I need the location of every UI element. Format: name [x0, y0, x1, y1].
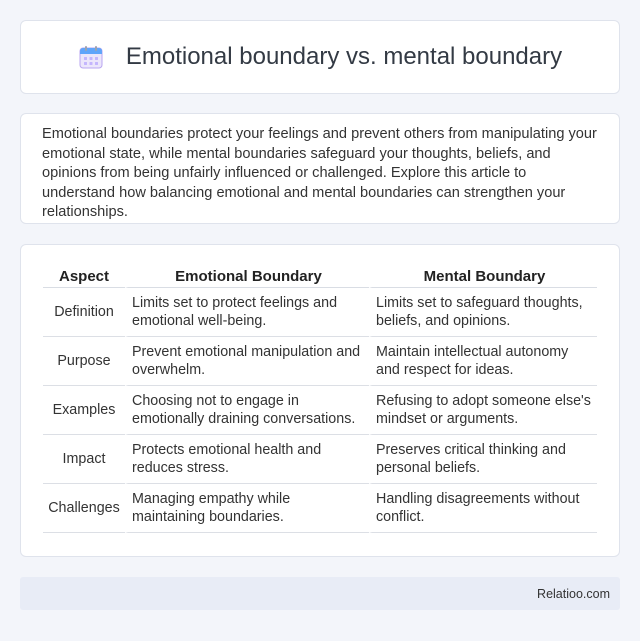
emotional-cell: Choosing not to engage in emotionally draining conversations. [125, 386, 369, 435]
aspect-cell: Challenges [43, 484, 125, 533]
mental-cell: Preserves critical thinking and personal beliefs. [369, 435, 597, 484]
aspect-cell: Examples [43, 386, 125, 435]
intro-card [20, 113, 620, 224]
table-row [43, 288, 597, 337]
aspect-cell: Impact [43, 435, 125, 484]
comparison-table [43, 265, 597, 533]
mental-cell: Maintain intellectual autonomy and respect for ideas. [369, 337, 597, 386]
mental-cell: Handling disagreements without conflict. [369, 484, 597, 533]
footer-brand-link[interactable]: Relatioo.com [537, 586, 610, 601]
footer-bar [20, 577, 620, 610]
column-header-aspect: Aspect [43, 265, 125, 288]
title-card [20, 20, 620, 94]
calendar-icon [78, 44, 104, 70]
emotional-cell: Limits set to protect feelings and emotional well-being. [125, 288, 369, 337]
table-row [43, 386, 597, 435]
comparison-table-card [20, 244, 620, 557]
mental-cell: Refusing to adopt someone else's mindset or arguments. [369, 386, 597, 435]
emotional-cell: Managing empathy while maintaining boundaries. [125, 484, 369, 533]
emotional-cell: Protects emotional health and reduces stress. [125, 435, 369, 484]
mental-cell: Limits set to safeguard thoughts, beliefs, and opinions. [369, 288, 597, 337]
emotional-cell: Prevent emotional manipulation and overwhelm. [125, 337, 369, 386]
table-row [43, 435, 597, 484]
intro-paragraph: Emotional boundaries protect your feelings and prevent others from manipulating your emotional state, while mental boundaries safeguard your thoughts, beliefs, and opinions from being unfairly influenced or challenged. Explore this article to understand how balancing emotional and mental boundaries can strengthen your relationships. [42, 126, 597, 220]
aspect-cell: Purpose [43, 337, 125, 386]
aspect-cell: Definition [43, 288, 125, 337]
table-row [43, 337, 597, 386]
column-header-emotional-boundary: Emotional Boundary [125, 265, 369, 288]
table-header-row [43, 265, 597, 288]
page-title: Emotional boundary vs. mental boundary [125, 43, 563, 70]
table-row [43, 484, 597, 533]
column-header-mental-boundary: Mental Boundary [369, 265, 597, 288]
